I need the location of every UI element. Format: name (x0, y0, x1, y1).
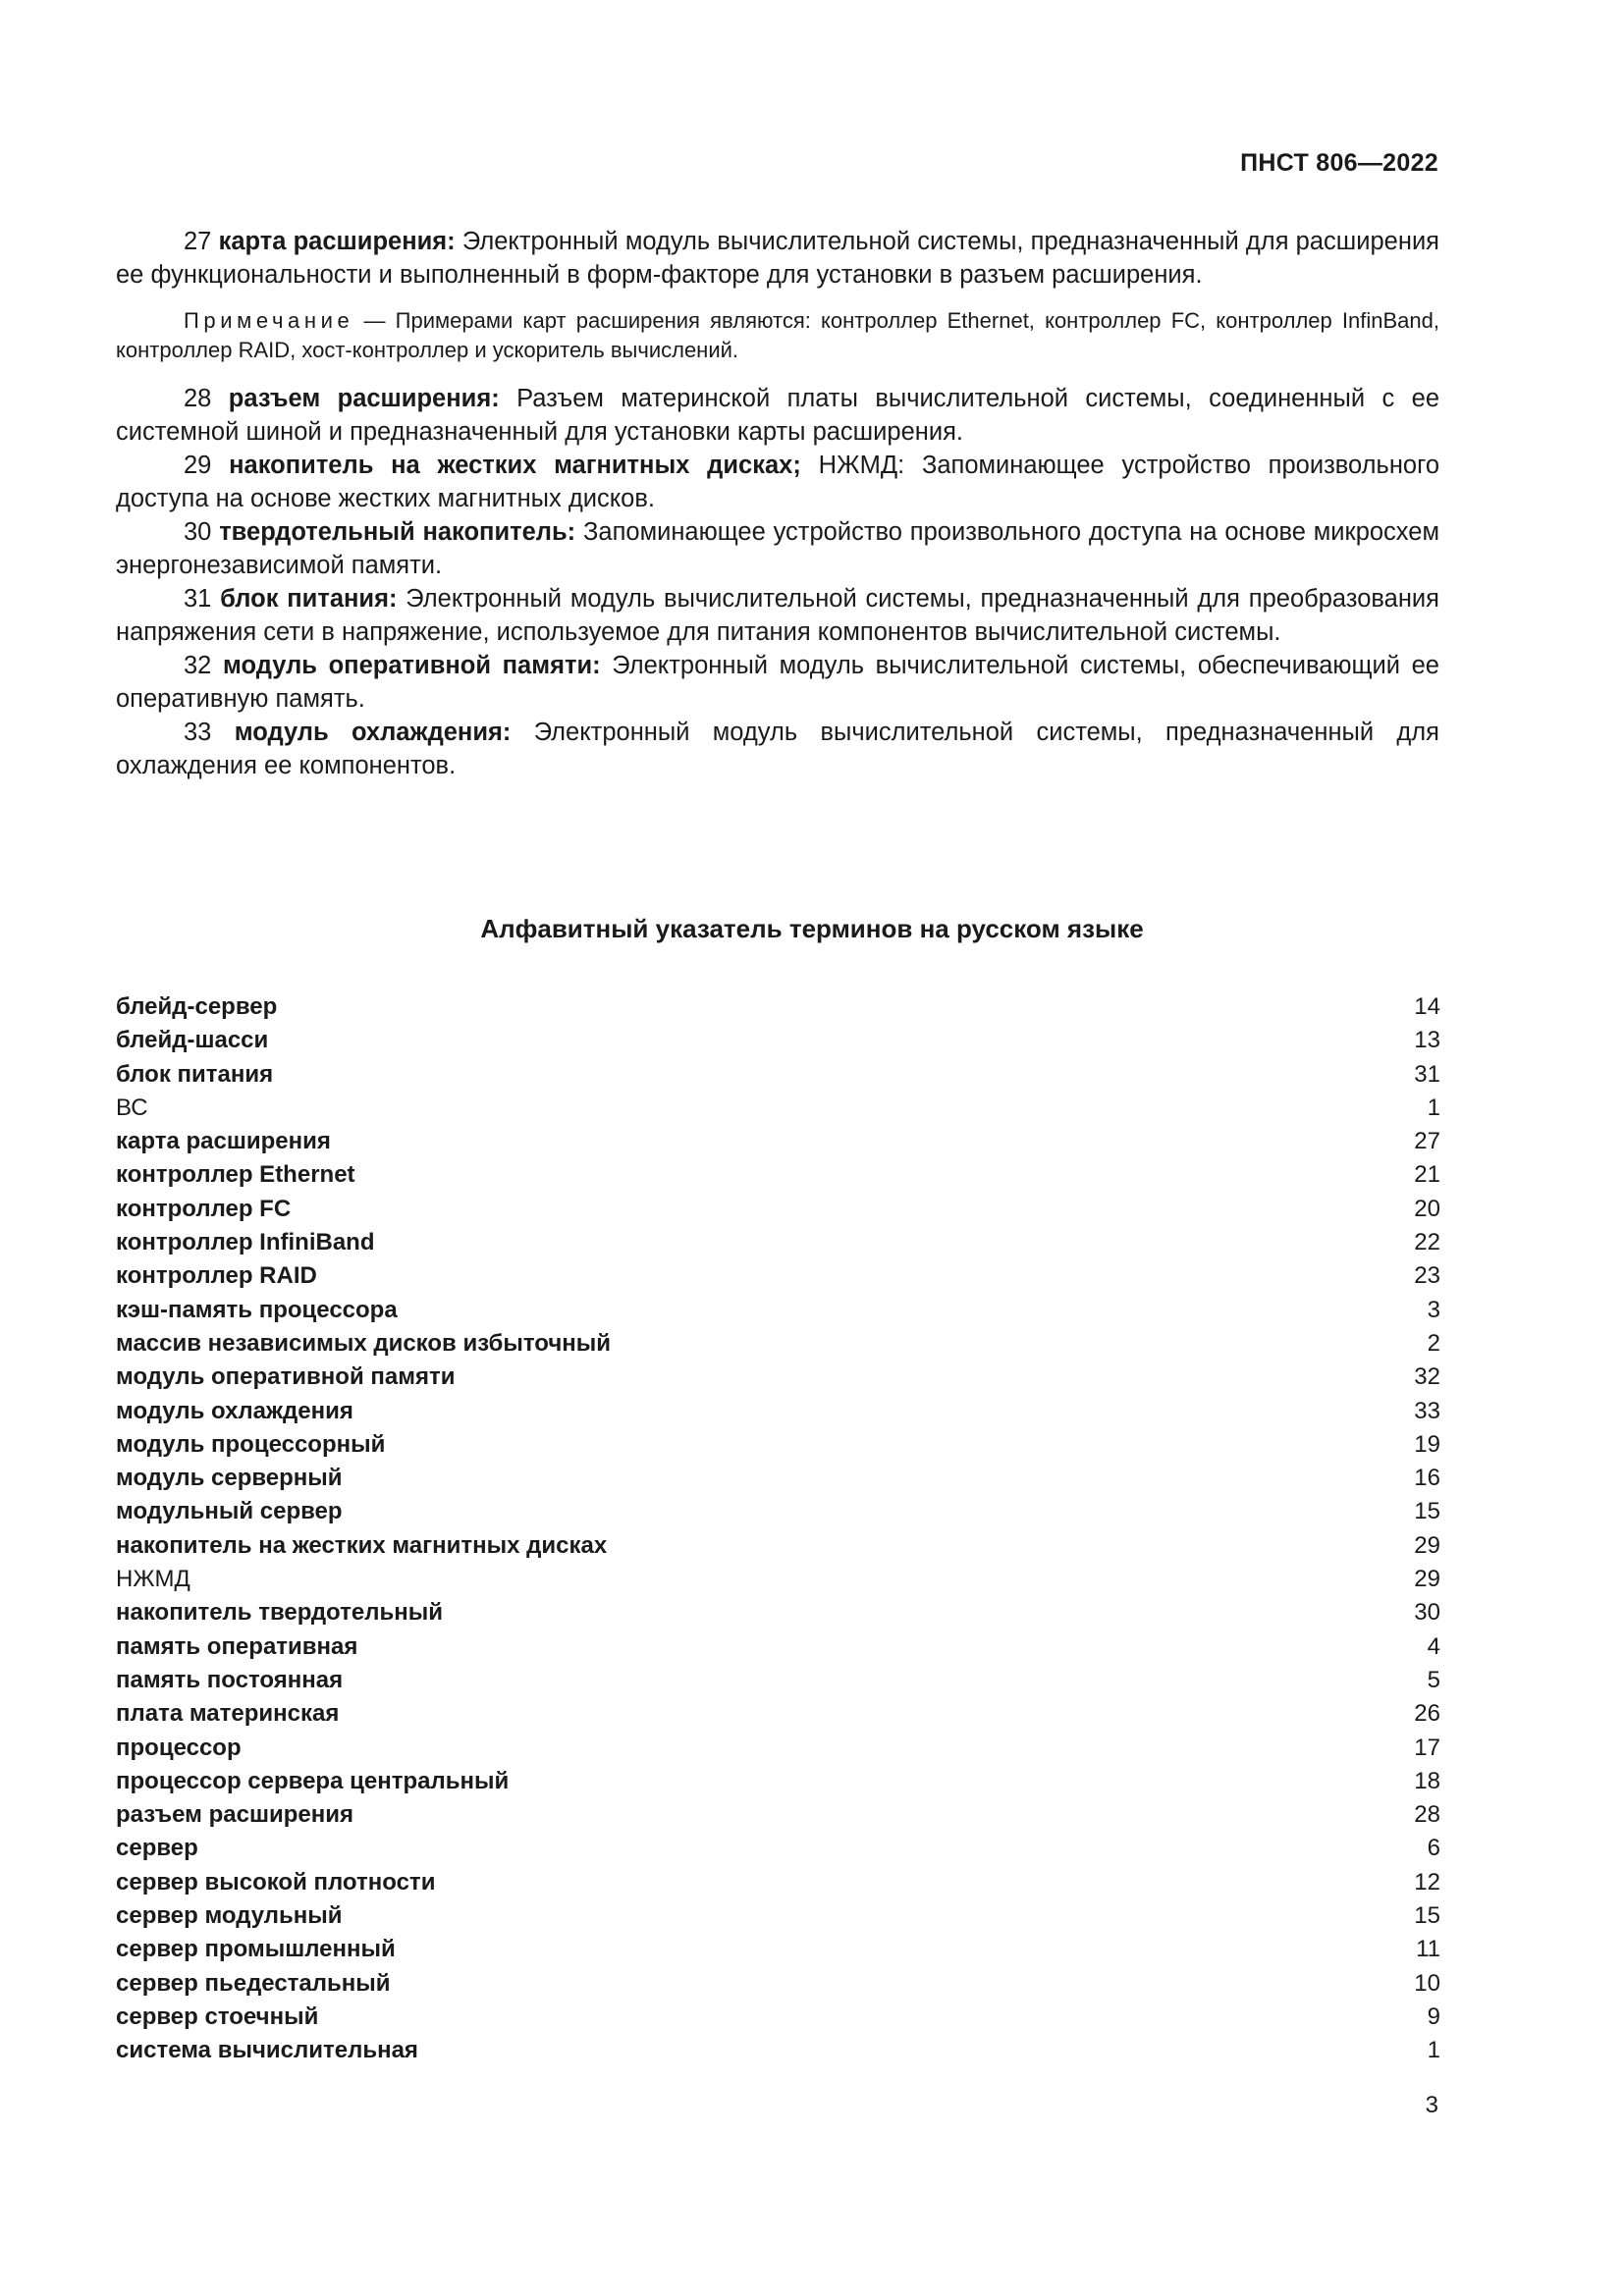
index-entry-number: 15 (1414, 1498, 1440, 1525)
index-entry-number: 4 (1427, 1632, 1440, 1660)
index-term: сервер пьедестальный (116, 1969, 391, 1997)
document-id-header: ПНСТ 806—2022 (1240, 149, 1438, 177)
definition-31 (116, 582, 1439, 649)
index-entry-number: 1 (1427, 1094, 1440, 1121)
index-entry-number: 1 (1427, 2037, 1440, 2064)
index-entry (116, 1158, 1440, 1192)
index-entry-number: 29 (1414, 1531, 1440, 1559)
index-entry (116, 2001, 1440, 2034)
definition-term: накопитель на жестких магнитных дисках; (229, 452, 801, 479)
index-entry (116, 1462, 1440, 1495)
index-entry-number: 15 (1414, 1902, 1440, 1930)
index-term: сервер промышленный (116, 1936, 396, 1963)
index-entry-number: 19 (1414, 1430, 1440, 1458)
index-term: сервер модульный (116, 1902, 343, 1930)
index-entry (116, 990, 1440, 1024)
index-term: контроллер RAID (116, 1262, 317, 1290)
index-entry-number: 16 (1414, 1465, 1440, 1492)
definition-28 (116, 382, 1439, 449)
index-entry (116, 1361, 1440, 1394)
definitions-section (116, 225, 1439, 782)
index-entry (116, 1664, 1440, 1697)
definition-number: 33 (184, 719, 212, 746)
index-entry-number: 9 (1427, 2002, 1440, 2030)
definition-30 (116, 515, 1439, 582)
index-entry (116, 1125, 1440, 1158)
index-entry (116, 1495, 1440, 1528)
index-entry (116, 2034, 1440, 2067)
index-term: массив независимых дисков избыточный (116, 1329, 612, 1357)
index-entry-number: 6 (1427, 1835, 1440, 1862)
index-term: ВС (116, 1094, 148, 1121)
index-entry-number: 17 (1414, 1734, 1440, 1761)
index-list (116, 990, 1440, 2068)
index-term: накопитель на жестких магнитных дисках (116, 1531, 608, 1559)
index-term: сервер (116, 1835, 198, 1862)
index-term: модуль серверный (116, 1465, 343, 1492)
index-term: контроллер InfiniBand (116, 1229, 375, 1256)
definition-term: разъем расширения: (228, 385, 500, 412)
index-term: блейд-сервер (116, 993, 278, 1020)
index-entry (116, 1529, 1440, 1563)
definition-27 (116, 225, 1439, 292)
index-entry-number: 23 (1414, 1262, 1440, 1290)
index-term: сервер стоечный (116, 2002, 319, 2030)
index-entry (116, 1697, 1440, 1731)
index-term: память оперативная (116, 1632, 358, 1660)
index-entry (116, 1933, 1440, 1966)
definition-number: 29 (184, 452, 212, 479)
definition-text: НЖМД: Запоминающее устройство произвольного доступа на основе жестких магнитных дисков. (116, 452, 1439, 512)
index-term: процессор сервера центральный (116, 1767, 510, 1794)
definition-text: Электронный модуль вычислительной системы, предназначенный для расширения ее функциональности и выполненный в форм-факторе для установки в разъем расширения. (116, 228, 1439, 289)
index-entry-number: 27 (1414, 1128, 1440, 1155)
index-term: разъем расширения (116, 1801, 353, 1829)
definition-text: Электронный модуль вычислительной системы, предназначенный для охлаждения ее компонентов. (116, 719, 1439, 779)
index-entry-number: 10 (1414, 1969, 1440, 1997)
index-entry-number: 21 (1414, 1161, 1440, 1189)
index-entry-number: 12 (1414, 1868, 1440, 1896)
definition-number: 27 (184, 228, 212, 255)
definition-text: Разъем материнской платы вычислительной системы, соединенный с ее системной шиной и предназначенный для установки карты расширения. (116, 385, 1439, 446)
index-entry (116, 1092, 1440, 1125)
index-term: карта расширения (116, 1128, 331, 1155)
definition-term: карта расширения: (218, 228, 456, 255)
note (116, 306, 1439, 365)
index-title: Алфавитный указатель терминов на русском языке (480, 914, 1144, 943)
definition-term: блок питания: (220, 585, 398, 613)
index-entry (116, 1226, 1440, 1259)
index-entry-number: 33 (1414, 1397, 1440, 1424)
definition-29 (116, 449, 1439, 515)
index-term: блейд-шасси (116, 1027, 269, 1054)
index-entry-number: 5 (1427, 1666, 1440, 1693)
index-term: кэш-память процессора (116, 1296, 398, 1323)
definition-text: Электронный модуль вычислительной системы, обеспечивающий ее оперативную память. (116, 652, 1439, 713)
index-entry (116, 1732, 1440, 1765)
index-entry (116, 1798, 1440, 1832)
index-term: НЖМД (116, 1566, 190, 1593)
definition-number: 30 (184, 518, 212, 546)
index-entry (116, 1193, 1440, 1226)
index-entry-number: 31 (1414, 1060, 1440, 1088)
index-entry-number: 18 (1414, 1767, 1440, 1794)
index-entry (116, 1024, 1440, 1057)
index-entry-number: 11 (1416, 1936, 1440, 1963)
index-entry (116, 1294, 1440, 1327)
index-entry (116, 1259, 1440, 1293)
index-entry-number: 14 (1414, 993, 1440, 1020)
index-entry (116, 1395, 1440, 1428)
index-term: система вычислительная (116, 2037, 418, 2064)
index-term: сервер высокой плотности (116, 1868, 436, 1896)
index-entry (116, 1428, 1440, 1462)
index-term: накопитель твердотельный (116, 1599, 443, 1627)
index-term: модуль охлаждения (116, 1397, 353, 1424)
index-entry (116, 1899, 1440, 1933)
definition-term: модуль охлаждения: (234, 719, 512, 746)
index-term: плата материнская (116, 1700, 340, 1728)
index-entry (116, 1327, 1440, 1361)
index-entry (116, 1967, 1440, 2001)
index-entry-number: 26 (1414, 1700, 1440, 1728)
page-number: 3 (1425, 2092, 1438, 2118)
index-entry (116, 1765, 1440, 1798)
index-term: модульный сервер (116, 1498, 343, 1525)
definition-term: модуль оперативной памяти: (223, 652, 601, 679)
index-entry (116, 1596, 1440, 1629)
definition-33 (116, 716, 1439, 782)
index-term: контроллер FC (116, 1195, 292, 1222)
definition-text: Электронный модуль вычислительной системы, предназначенный для преобразования напряжения сети в напряжение, используемое для питания компонентов вычислительной системы. (116, 585, 1439, 646)
index-term: контроллер Ethernet (116, 1161, 355, 1189)
index-entry (116, 1058, 1440, 1092)
index-term: модуль оперативной памяти (116, 1363, 456, 1391)
index-entry-number: 2 (1427, 1329, 1440, 1357)
definition-32 (116, 649, 1439, 716)
index-entry-number: 29 (1414, 1566, 1440, 1593)
index-entry-number: 32 (1414, 1363, 1440, 1391)
index-entry-number: 28 (1414, 1801, 1440, 1829)
index-entry-number: 30 (1414, 1599, 1440, 1627)
index-term: блок питания (116, 1060, 274, 1088)
note-label: Примечание (184, 308, 354, 333)
index-entry-number: 20 (1414, 1195, 1440, 1222)
index-term: процессор (116, 1734, 242, 1761)
definition-term: твердотельный накопитель: (219, 518, 576, 546)
index-entry-number: 13 (1414, 1027, 1440, 1054)
index-entry-number: 22 (1414, 1229, 1440, 1256)
note-text: — Примерами карт расширения являются: контроллер Ethernet, контроллер FC, контроллер InfinBand, контроллер RAID, хост-контроллер и ускоритель вычислений. (116, 308, 1439, 362)
index-term: модуль процессорный (116, 1430, 386, 1458)
definition-number: 28 (184, 385, 212, 412)
definition-number: 32 (184, 652, 212, 679)
index-entry-number: 3 (1427, 1296, 1440, 1323)
definition-text: Запоминающее устройство произвольного доступа на основе микросхем энергонезависимой памяти. (116, 518, 1439, 579)
index-entry (116, 1630, 1440, 1664)
index-entry (116, 1832, 1440, 1865)
index-entry (116, 1866, 1440, 1899)
index-term: память постоянная (116, 1666, 344, 1693)
definition-number: 31 (184, 585, 212, 613)
index-entry (116, 1563, 1440, 1596)
